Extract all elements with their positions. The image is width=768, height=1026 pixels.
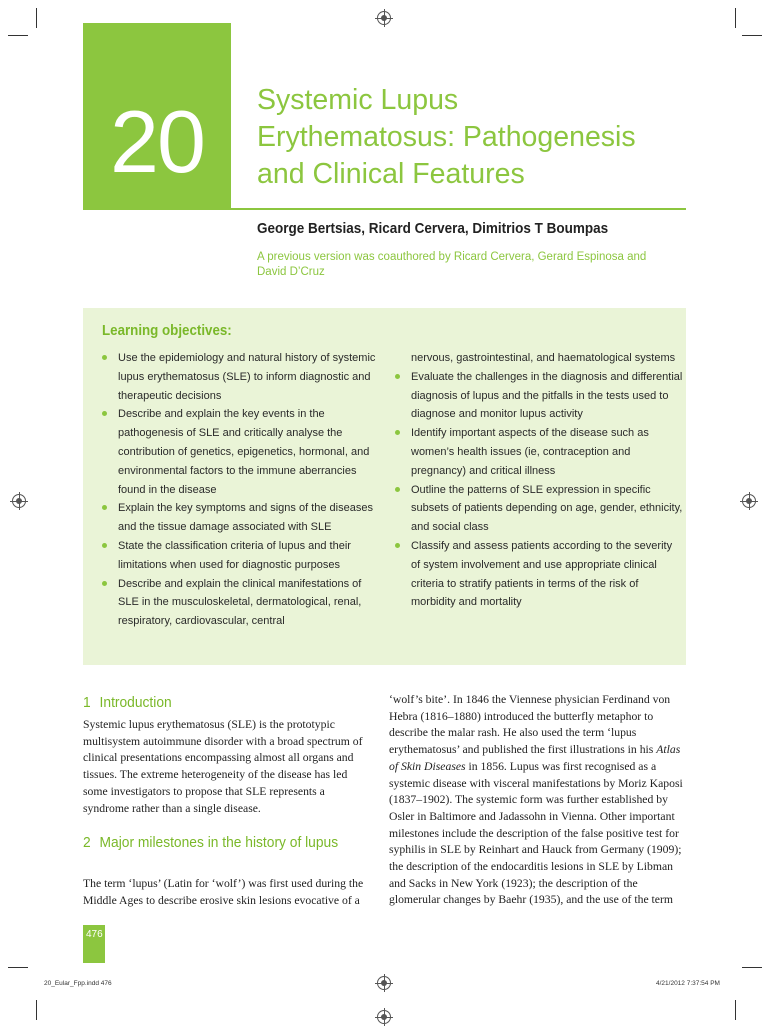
objective-item: Identify important aspects of the disease such as women’s health issues (ie, contraception and pregnancy) and critical illness xyxy=(393,424,683,480)
crop-mark xyxy=(36,1000,37,1020)
registration-mark-icon xyxy=(742,494,756,508)
chapter-number: 20 xyxy=(110,92,204,191)
crop-mark xyxy=(735,1000,736,1020)
paragraph: The term ‘lupus’ (Latin for ‘wolf’) was first used during the Middle Ages to describe erosive skin lesions evocative of a xyxy=(83,877,364,907)
previous-version-note: A previous version was coauthored by Ricard Cervera, Gerard Espinosa and David D’Cruz xyxy=(257,251,647,278)
section-title: Introduction xyxy=(99,694,172,711)
objective-item: Use the epidemiology and natural history of systemic lupus erythematosus (SLE) to inform diagnostic and therapeutic decisions xyxy=(100,349,380,405)
learning-objectives-title: Learning objectives: xyxy=(102,323,232,339)
chapter-title xyxy=(257,82,697,193)
crop-mark xyxy=(36,8,37,28)
objective-item: Evaluate the challenges in the diagnosis and differential diagnosis of lupus and the pitfalls in the tests used to diagnose and monitor lupus activity xyxy=(393,368,683,424)
objective-item-continued: nervous, gastrointestinal, and haematological systems xyxy=(411,352,676,364)
section-title: Major milestones in the history of lupus xyxy=(99,834,339,851)
objective-item: State the classification criteria of lupus and their limitations when used for diagnostic purposes xyxy=(100,537,380,575)
section-body xyxy=(83,876,365,909)
crop-mark xyxy=(742,35,762,36)
print-timestamp: 4/21/2012 7:37:54 PM xyxy=(656,980,720,987)
page-number: 476 xyxy=(86,929,103,940)
crop-mark xyxy=(8,35,28,36)
registration-mark-icon xyxy=(377,1010,391,1024)
chapter-title-line: and Clinical Features xyxy=(257,158,525,190)
file-slug: 20_Eular_Fpp.indd 476 xyxy=(44,980,112,987)
crop-mark xyxy=(8,967,28,968)
section-heading xyxy=(83,834,350,852)
chapter-title-line: Systemic Lupus xyxy=(257,84,459,116)
objectives-list-right xyxy=(393,349,683,612)
book-title: Atlas of Skin Diseases xyxy=(389,743,681,773)
objective-item: Classify and assess patients according to the severity of system involvement and use appropriate clinical criteria to stratify patients in terms of the risk of morbidity and mortality xyxy=(393,537,683,612)
registration-mark-icon xyxy=(12,494,26,508)
chapter-title-line: Erythematosus: Pathogenesis xyxy=(257,121,636,153)
objective-item: Describe and explain the key events in the pathogenesis of SLE and critically analyse the contribution of genetics, epigenetics, hormonal, and environmental factors to the immune aberrancies found in the disease xyxy=(100,405,380,499)
body-column-right xyxy=(389,692,687,909)
section-number: 1 xyxy=(83,694,91,711)
objective-item: Outline the patterns of SLE expression in specific subsets of patients depending on age, gender, ethnicity, and social class xyxy=(393,481,683,537)
title-divider xyxy=(231,208,686,210)
chapter-authors: George Bertsias, Ricard Cervera, Dimitrios T Boumpas xyxy=(257,220,609,237)
section-body xyxy=(83,717,367,817)
section-heading xyxy=(83,694,359,712)
crop-mark xyxy=(735,8,736,28)
section-number: 2 xyxy=(83,834,91,851)
paragraph: Systemic lupus erythematosus (SLE) is the prototypic multisystem autoimmune disorder with a broad spectrum of clinical presentations encompassing almost all organs and tissues. The extreme heterogeneity of the disease has led some investigators to propose that SLE represents a syndrome rather than a single disease. xyxy=(83,718,363,815)
registration-mark-icon xyxy=(377,976,391,990)
text-run: in 1856. Lupus was first recognised as a systemic disease with visceral manifestations by Moriz Kaposi (1837–1902). The systemic form was further established by Osler in Baltimore and Jadassohn in Vienna. Other important milestones include the description of the false positive test for syphilis in SLE by Reinhart and Hauck from Germany (1909); the description of the endocarditis lesions in SLE by Libman and Sacks in New York (1923); the description of the glomerular changes by Baehr (1935), and the use of the term xyxy=(389,759,683,907)
text-run: ‘wolf’s bite’. In 1846 the Viennese physician Ferdinand von Hebra (1816–1880) introduced the butterfly metaphor to describe the malar rash. He also used the term ‘lupus erythematosus’ and published the first illustrations in his xyxy=(389,693,671,757)
objective-item: Explain the key symptoms and signs of the diseases and the tissue damage associated with SLE xyxy=(100,499,380,537)
crop-mark xyxy=(742,967,762,968)
objective-item: Describe and explain the clinical manifestations of SLE in the musculoskeletal, dermatological, renal, respiratory, cardiovascular, central xyxy=(100,575,380,631)
registration-mark-icon xyxy=(377,11,391,25)
paragraph xyxy=(389,692,687,909)
objectives-list-left xyxy=(100,349,380,631)
